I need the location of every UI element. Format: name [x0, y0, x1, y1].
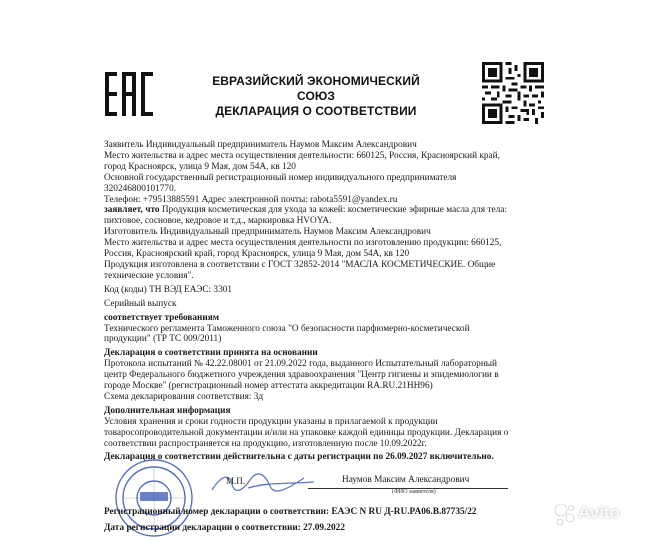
qr-code-icon [482, 62, 544, 124]
document-line: продукции" (ТР ТС 009/2011) [104, 334, 222, 345]
document-line: Серийный выпуск [104, 298, 177, 309]
fio-caption: (ФИО заявителя) [392, 489, 436, 495]
document-line: Код (коды) ТН ВЭД ЕАЭС: 3301 [104, 284, 233, 295]
document-line: Основной государственный регистрационный номер индивидуального предпринимателя [104, 172, 457, 183]
signer-name: Наумов Максим Александрович [342, 475, 470, 485]
document-line: Место жительства и адрес места осуществления деятельности по изготовлению продукции: 660125, [104, 238, 502, 249]
document-line: город Красноярск, улица 9 Мая, дом 54А, кв 120 [104, 161, 296, 172]
document-line: Россия, Красноярский край, город Красноярск, улица 9 Мая, дом 54А, кв 120 [104, 249, 410, 260]
document-line: соответствии распространяется на продукцию, изготовленную после 10.09.2022г. [104, 438, 427, 449]
document-line: Декларация о соответствии действительна с даты регистрации по 26.09.2027 включительно. [104, 452, 494, 463]
document-line: Телефон: +79513885591 Адрес электронной почты: rabota5591@yandex.ru [104, 194, 398, 205]
document-line: городе Москве" (регистрационный номер аттестата аккредитации RA.RU.21HH96) [104, 381, 433, 392]
avito-watermark: Avito [578, 503, 620, 522]
stamp-place-label: М.П. [226, 476, 246, 486]
document-line: Заявитель Индивидуальный предприниматель Наумов Максим Александрович [104, 140, 417, 150]
document-line: Изготовитель Индивидуальный предприниматель Наумов Максим Александрович [104, 227, 431, 238]
document-line: Протокола испытаний № 42.22.08001 от 21.09.2022 года, выданного Испытательный лабораторный [104, 359, 498, 370]
registration-number: Регистрационный номер декларации о соответствии: ЕАЭС N RU Д-RU.PA06.B.87735/22 [104, 507, 477, 517]
document-line: Продукция изготовлена в соответствии с ГОСТ 32852-2014 "МАСЛА КОСМЕТИЧЕСКИЕ. Общие [104, 259, 496, 270]
document-line: технические условия". [104, 270, 194, 281]
document-line: Условия хранения и сроки годности продукции указаны в прилагаемой к продукции [104, 416, 438, 427]
eac-logo-icon [104, 70, 154, 118]
document-line: 320246800101770. [104, 183, 177, 194]
document-line: Место жительства и адрес места осуществления деятельности: 660125, Россия, Красноярский край, [104, 150, 500, 161]
title-line-1: ЕВРАЗИЙСКИЙ ЭКОНОМИЧЕСКИЙ СОЮЗ [212, 74, 420, 103]
document-line: Технического регламента Таможенного союза "О безопасности парфюмерно-косметической [104, 323, 470, 334]
document-line: пихтовое, сосновое, кедровое и т.д., маркировка HVOYA. [104, 216, 332, 227]
registration-date: Дата регистрации декларации о соответствии: 27.09.2022 [104, 523, 345, 533]
document-line: товаросопроводительной документации и/или на упаковке каждой единицы продукции. Декларация о [104, 427, 509, 438]
document-line: заявляет, что Продукция косметическая для ухода за кожей: косметические эфирные масла для тела: [104, 205, 507, 216]
document-line: Схема декларирования соответствия: 3д [104, 391, 264, 402]
declaration-body [104, 140, 544, 463]
handwritten-signature-icon [208, 470, 318, 496]
document-line: центр Федерального бюджетного учреждения здравоохранения "Центр гигиены и эпидемиологии в [104, 370, 499, 381]
line-lead: заявляет, что [104, 205, 160, 216]
title-line-2: ДЕКЛАРАЦИЯ О СООТВЕТСТВИИ [215, 104, 417, 118]
document-line: Декларация о соответствии принята на основании [104, 348, 318, 359]
document-title [206, 74, 426, 119]
document-line: Дополнительная информация [104, 405, 231, 416]
document-line: соответствует требованиям [104, 312, 220, 323]
